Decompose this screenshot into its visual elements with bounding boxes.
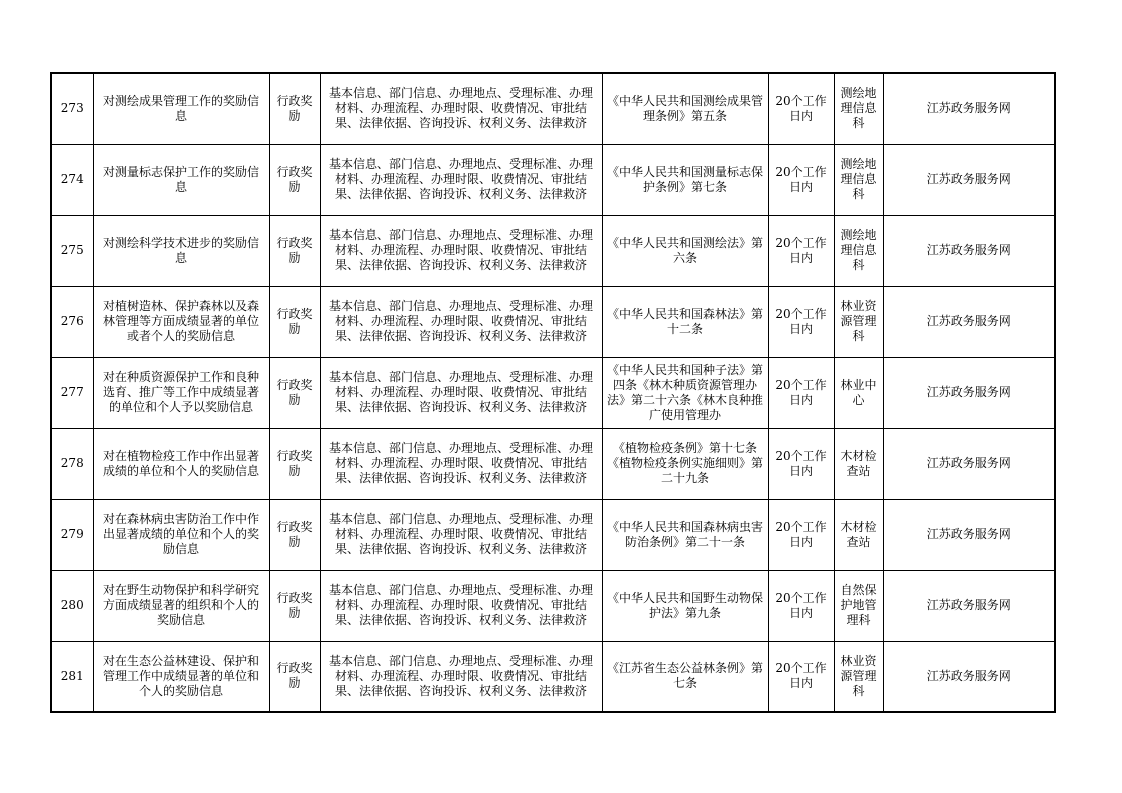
responsible-department-cell bbox=[834, 286, 883, 357]
time-limit: 20个工作日内 bbox=[775, 590, 827, 620]
disclosure-channel: 江苏政务服务网 bbox=[926, 668, 1011, 683]
item-category-cell bbox=[269, 499, 320, 570]
responsible-department: 林业中心 bbox=[840, 377, 877, 407]
table-row bbox=[51, 73, 1055, 144]
disclosure-content: 基本信息、部门信息、办理地点、受理标准、办理材料、办理流程、办理时限、收费情况、审批结果、法律依据、咨询投诉、权利义务、法律救济 bbox=[328, 441, 593, 485]
item-name: 对在生态公益林建设、保护和管理工作中成绩显著的单位和个人的奖励信息 bbox=[102, 653, 259, 698]
responsible-department: 木材检查站 bbox=[840, 519, 877, 549]
time-limit: 20个工作日内 bbox=[775, 661, 827, 691]
time-limit-cell bbox=[768, 641, 834, 712]
row-number: 275 bbox=[60, 243, 84, 257]
item-category: 行政奖励 bbox=[276, 448, 313, 478]
item-category: 行政奖励 bbox=[276, 93, 313, 123]
row-number-cell bbox=[51, 215, 93, 286]
responsible-department: 测绘地理信息科 bbox=[840, 157, 877, 201]
responsible-department: 林业资源管理科 bbox=[840, 299, 877, 343]
time-limit: 20个工作日内 bbox=[775, 235, 827, 265]
item-category-cell bbox=[269, 144, 320, 215]
table-row bbox=[51, 144, 1055, 215]
item-category-cell bbox=[269, 357, 320, 428]
disclosure-content: 基本信息、部门信息、办理地点、受理标准、办理材料、办理流程、办理时限、收费情况、审批结果、法律依据、咨询投诉、权利义务、法律救济 bbox=[328, 157, 593, 201]
item-category-cell bbox=[269, 428, 320, 499]
disclosure-content-cell bbox=[320, 73, 602, 144]
time-limit-cell bbox=[768, 570, 834, 641]
legal-basis-cell bbox=[602, 570, 768, 641]
responsible-department: 林业资源管理科 bbox=[840, 653, 877, 698]
disclosure-channel: 江苏政务服务网 bbox=[926, 243, 1011, 257]
responsible-department-cell bbox=[834, 73, 883, 144]
responsible-department-cell bbox=[834, 641, 883, 712]
row-number-cell bbox=[51, 641, 93, 712]
disclosure-channel: 江苏政务服务网 bbox=[926, 598, 1011, 612]
item-name-cell bbox=[93, 144, 269, 215]
disclosure-content: 基本信息、部门信息、办理地点、受理标准、办理材料、办理流程、办理时限、收费情况、审批结果、法律依据、咨询投诉、权利义务、法律救济 bbox=[328, 86, 593, 131]
time-limit: 20个工作日内 bbox=[775, 448, 827, 478]
time-limit: 20个工作日内 bbox=[775, 377, 827, 407]
legal-basis: 《中华人民共和国森林病虫害防治条例》第二十一条 bbox=[606, 519, 763, 549]
disclosure-table bbox=[50, 72, 1056, 713]
legal-basis-cell bbox=[602, 357, 768, 428]
responsible-department-cell bbox=[834, 144, 883, 215]
responsible-department: 测绘地理信息科 bbox=[840, 228, 877, 272]
table-row bbox=[51, 641, 1055, 712]
legal-basis-cell bbox=[602, 499, 768, 570]
time-limit-cell bbox=[768, 357, 834, 428]
disclosure-content: 基本信息、部门信息、办理地点、受理标准、办理材料、办理流程、办理时限、收费情况、审批结果、法律依据、咨询投诉、权利义务、法律救济 bbox=[328, 370, 593, 414]
disclosure-channel-cell bbox=[883, 570, 1055, 641]
disclosure-content-cell bbox=[320, 641, 602, 712]
disclosure-content-cell bbox=[320, 286, 602, 357]
row-number: 278 bbox=[60, 456, 84, 470]
row-number: 277 bbox=[60, 385, 84, 399]
row-number: 281 bbox=[60, 668, 84, 683]
time-limit-cell bbox=[768, 73, 834, 144]
item-category: 行政奖励 bbox=[276, 377, 313, 407]
time-limit: 20个工作日内 bbox=[775, 306, 827, 336]
disclosure-channel-cell bbox=[883, 144, 1055, 215]
item-name-cell bbox=[93, 215, 269, 286]
row-number: 273 bbox=[60, 101, 84, 116]
disclosure-content-cell bbox=[320, 215, 602, 286]
disclosure-channel: 江苏政务服务网 bbox=[926, 385, 1011, 399]
table-body bbox=[51, 73, 1055, 712]
time-limit-cell bbox=[768, 428, 834, 499]
item-category-cell bbox=[269, 73, 320, 144]
item-name-cell bbox=[93, 357, 269, 428]
item-category: 行政奖励 bbox=[276, 235, 313, 265]
responsible-department-cell bbox=[834, 499, 883, 570]
item-name: 对测量标志保护工作的奖励信息 bbox=[102, 164, 259, 194]
disclosure-channel-cell bbox=[883, 499, 1055, 570]
legal-basis: 《中华人民共和国种子法》第四条《林木种质资源管理办法》第二十六条《林木良种推广使用管理办 bbox=[606, 362, 763, 422]
item-name: 对在种质资源保护工作和良种选育、推广等工作中成绩显著的单位和个人予以奖励信息 bbox=[102, 370, 259, 414]
disclosure-content-cell bbox=[320, 357, 602, 428]
responsible-department: 测绘地理信息科 bbox=[840, 86, 877, 131]
row-number-cell bbox=[51, 144, 93, 215]
legal-basis-cell bbox=[602, 428, 768, 499]
row-number-cell bbox=[51, 499, 93, 570]
item-name: 对在森林病虫害防治工作中作出显著成绩的单位和个人的奖励信息 bbox=[102, 512, 259, 556]
row-number: 279 bbox=[60, 527, 84, 541]
legal-basis-cell bbox=[602, 286, 768, 357]
legal-basis: 《江苏省生态公益林条例》第七条 bbox=[606, 661, 763, 691]
disclosure-channel-cell bbox=[883, 286, 1055, 357]
time-limit: 20个工作日内 bbox=[775, 519, 827, 549]
item-name: 对在野生动物保护和科学研究方面成绩显著的组织和个人的奖励信息 bbox=[102, 583, 259, 627]
responsible-department: 木材检查站 bbox=[840, 448, 877, 478]
table-row bbox=[51, 286, 1055, 357]
item-name-cell bbox=[93, 73, 269, 144]
time-limit-cell bbox=[768, 215, 834, 286]
item-category-cell bbox=[269, 215, 320, 286]
legal-basis-cell bbox=[602, 144, 768, 215]
disclosure-channel: 江苏政务服务网 bbox=[926, 172, 1011, 186]
item-category: 行政奖励 bbox=[276, 164, 313, 194]
legal-basis: 《中华人民共和国测量标志保护条例》第七条 bbox=[606, 164, 763, 194]
disclosure-content: 基本信息、部门信息、办理地点、受理标准、办理材料、办理流程、办理时限、收费情况、审批结果、法律依据、咨询投诉、权利义务、法律救济 bbox=[328, 512, 593, 556]
disclosure-channel: 江苏政务服务网 bbox=[926, 101, 1011, 116]
row-number: 276 bbox=[60, 314, 84, 328]
row-number-cell bbox=[51, 570, 93, 641]
row-number: 280 bbox=[60, 598, 84, 612]
item-name: 对在植物检疫工作中作出显著成绩的单位和个人的奖励信息 bbox=[102, 448, 259, 478]
disclosure-channel: 江苏政务服务网 bbox=[926, 314, 1011, 328]
row-number-cell bbox=[51, 73, 93, 144]
disclosure-content: 基本信息、部门信息、办理地点、受理标准、办理材料、办理流程、办理时限、收费情况、审批结果、法律依据、咨询投诉、权利义务、法律救济 bbox=[328, 583, 593, 627]
disclosure-content: 基本信息、部门信息、办理地点、受理标准、办理材料、办理流程、办理时限、收费情况、审批结果、法律依据、咨询投诉、权利义务、法律救济 bbox=[328, 228, 593, 272]
disclosure-channel-cell bbox=[883, 357, 1055, 428]
responsible-department: 自然保护地管理科 bbox=[840, 583, 877, 627]
disclosure-channel: 江苏政务服务网 bbox=[926, 527, 1011, 541]
item-name-cell bbox=[93, 286, 269, 357]
item-name-cell bbox=[93, 641, 269, 712]
disclosure-content-cell bbox=[320, 499, 602, 570]
item-category-cell bbox=[269, 641, 320, 712]
legal-basis: 《中华人民共和国森林法》第十二条 bbox=[606, 306, 763, 336]
item-name-cell bbox=[93, 499, 269, 570]
legal-basis: 《植物检疫条例》第十七条《植物检疫条例实施细则》第二十九条 bbox=[606, 441, 763, 485]
legal-basis: 《中华人民共和国测绘成果管理条例》第五条 bbox=[606, 93, 763, 123]
time-limit: 20个工作日内 bbox=[775, 93, 827, 123]
disclosure-content-cell bbox=[320, 144, 602, 215]
row-number-cell bbox=[51, 428, 93, 499]
legal-basis-cell bbox=[602, 641, 768, 712]
disclosure-content-cell bbox=[320, 428, 602, 499]
item-category: 行政奖励 bbox=[276, 661, 313, 691]
disclosure-channel-cell bbox=[883, 641, 1055, 712]
row-number-cell bbox=[51, 357, 93, 428]
table-row bbox=[51, 428, 1055, 499]
disclosure-content-cell bbox=[320, 570, 602, 641]
item-category-cell bbox=[269, 570, 320, 641]
item-category: 行政奖励 bbox=[276, 306, 313, 336]
item-name: 对测绘成果管理工作的奖励信息 bbox=[102, 93, 259, 123]
legal-basis: 《中华人民共和国测绘法》第六条 bbox=[606, 235, 763, 265]
table-row bbox=[51, 357, 1055, 428]
disclosure-content: 基本信息、部门信息、办理地点、受理标准、办理材料、办理流程、办理时限、收费情况、审批结果、法律依据、咨询投诉、权利义务、法律救济 bbox=[328, 653, 593, 698]
item-name-cell bbox=[93, 570, 269, 641]
legal-basis-cell bbox=[602, 73, 768, 144]
legal-basis: 《中华人民共和国野生动物保护法》第九条 bbox=[606, 590, 763, 620]
disclosure-channel: 江苏政务服务网 bbox=[926, 456, 1011, 470]
responsible-department-cell bbox=[834, 570, 883, 641]
table-row bbox=[51, 215, 1055, 286]
item-category: 行政奖励 bbox=[276, 590, 313, 620]
disclosure-channel-cell bbox=[883, 428, 1055, 499]
legal-basis-cell bbox=[602, 215, 768, 286]
responsible-department-cell bbox=[834, 428, 883, 499]
table-row bbox=[51, 570, 1055, 641]
disclosure-channel-cell bbox=[883, 215, 1055, 286]
responsible-department-cell bbox=[834, 215, 883, 286]
disclosure-content: 基本信息、部门信息、办理地点、受理标准、办理材料、办理流程、办理时限、收费情况、审批结果、法律依据、咨询投诉、权利义务、法律救济 bbox=[328, 299, 593, 343]
item-category-cell bbox=[269, 286, 320, 357]
row-number-cell bbox=[51, 286, 93, 357]
item-category: 行政奖励 bbox=[276, 519, 313, 549]
time-limit: 20个工作日内 bbox=[775, 164, 827, 194]
responsible-department-cell bbox=[834, 357, 883, 428]
disclosure-channel-cell bbox=[883, 73, 1055, 144]
time-limit-cell bbox=[768, 144, 834, 215]
table-row bbox=[51, 499, 1055, 570]
time-limit-cell bbox=[768, 286, 834, 357]
row-number: 274 bbox=[60, 172, 84, 186]
item-name: 对植树造林、保护森林以及森林管理等方面成绩显著的单位或者个人的奖励信息 bbox=[102, 299, 259, 343]
time-limit-cell bbox=[768, 499, 834, 570]
item-name-cell bbox=[93, 428, 269, 499]
item-name: 对测绘科学技术进步的奖励信息 bbox=[102, 235, 259, 265]
